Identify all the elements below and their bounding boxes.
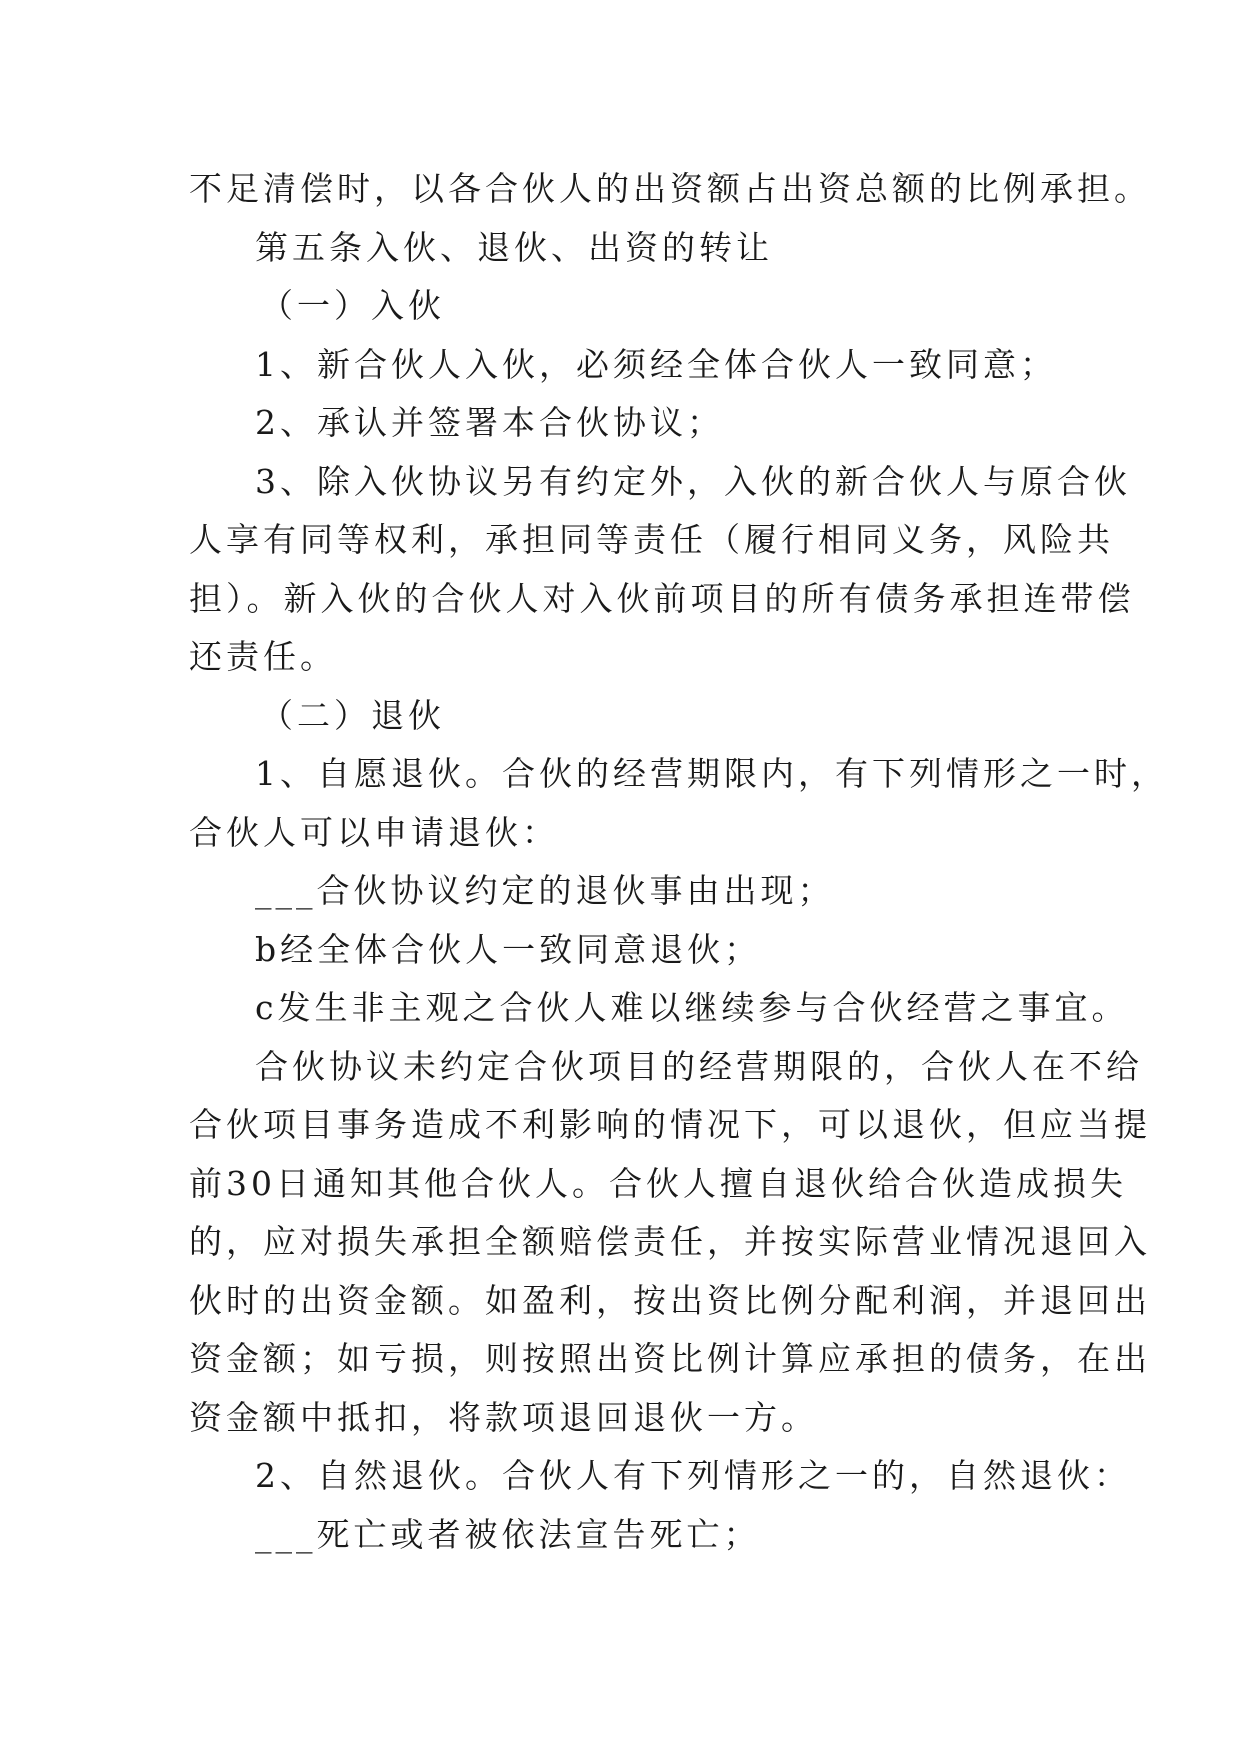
article-heading: 第五条入伙、退伙、出资的转让 — [255, 227, 773, 267]
paragraph-line: 的，应对损失承担全额赔偿责任，并按实际营业情况退回入 — [189, 1222, 1151, 1261]
paragraph-line: 伙时的出资金额。如盈利，按出资比例分配利润，并退回出 — [189, 1280, 1151, 1320]
paragraph-line: 资金额中抵扣，将款项退回退伙一方。 — [189, 1397, 818, 1437]
document-body — [189, 160, 1168, 1564]
sub-item: ___合伙协议约定的退伙事由出现； — [255, 871, 835, 910]
sub-item: c发生非主观之合伙人难以继续参与合伙经营之事宜。 — [255, 988, 1129, 1027]
paragraph-line: 合伙项目事务造成不利影响的情况下，可以退伙，但应当提 — [189, 1105, 1151, 1144]
list-item: 1、自愿退伙。合伙的经营期限内，有下列情形之一时， — [255, 754, 1168, 793]
paragraph-line: 合伙协议未约定合伙项目的经营期限的，合伙人在不给 — [255, 1046, 1143, 1086]
sub-item: b经全体合伙人一致同意退伙； — [255, 929, 762, 969]
paragraph-line: 不足清偿时，以各合伙人的出资额占出资总额的比例承担。 — [189, 169, 1151, 208]
paragraph-line: 合伙人可以申请退伙： — [189, 812, 559, 852]
sub-item: ___死亡或者被依法宣告死亡； — [255, 1514, 761, 1554]
paragraph-line: 资金额；如亏损，则按照出资比例计算应承担的债务，在出 — [189, 1339, 1151, 1378]
section-heading-joining: （一）入伙 — [260, 286, 445, 325]
paragraph-line: 人享有同等权利，承担同等责任（履行相同义务，风险共 — [189, 520, 1114, 559]
paragraph-line: 还责任。 — [189, 637, 337, 676]
list-item: 3、除入伙协议另有约定外，入伙的新合伙人与原合伙 — [255, 461, 1131, 501]
list-item: 1、新合伙人入伙，必须经全体合伙人一致同意； — [255, 344, 1057, 384]
paragraph-line: 前30日通知其他合伙人。合伙人擅自退伙给合伙造成损失 — [189, 1163, 1127, 1203]
paragraph-line: 担）。新入伙的合伙人对入伙前项目的所有债务承担连带偿 — [189, 578, 1135, 618]
list-item: 2、自然退伙。合伙人有下列情形之一的，自然退伙： — [255, 1456, 1131, 1495]
list-item: 2、承认并签署本合伙协议； — [255, 403, 724, 442]
section-heading-withdrawal: （二）退伙 — [260, 695, 445, 735]
